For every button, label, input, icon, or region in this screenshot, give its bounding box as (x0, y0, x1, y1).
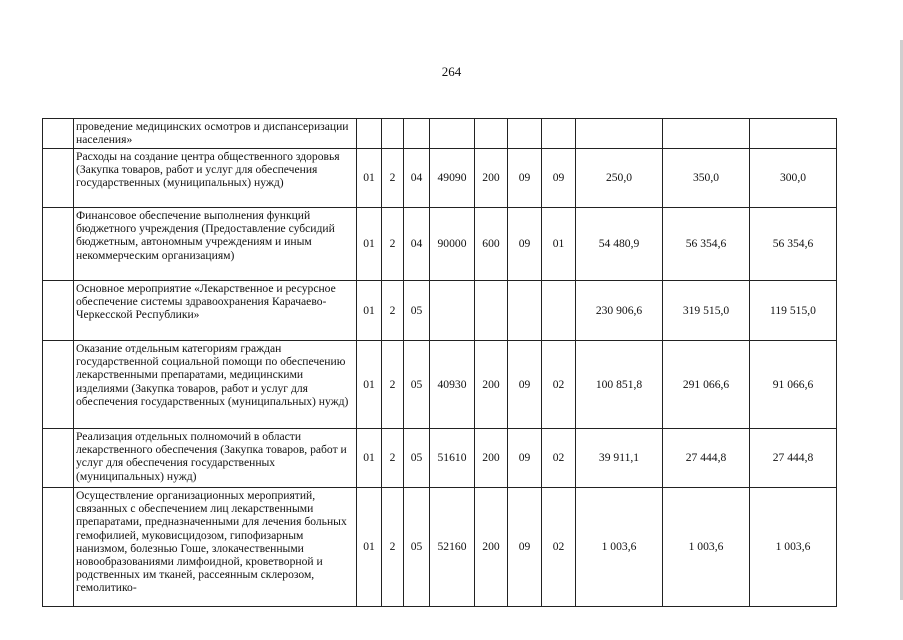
description-cell: Осуществление организационных мероприятий, связанных с обеспечением лиц лекарственными препаратами, предназначенными для лечения больных гемофилией, муковисцидозом, гипофизарным нанизмом, болезнью Гоше, злокачественными новообразованиями лимфоидной, кроветворной и родственных им тканей, рассеянным склерозом, гемолитико- (74, 488, 357, 607)
code-cell: 09 (508, 488, 542, 607)
amount-cell: 56 354,6 (750, 208, 837, 281)
code-cell: 51610 (430, 429, 475, 488)
code-cell: 600 (475, 208, 508, 281)
row-number-cell (43, 208, 74, 281)
code-cell: 09 (542, 149, 576, 208)
code-cell (542, 281, 576, 341)
amount-cell: 54 480,9 (576, 208, 663, 281)
code-cell: 09 (508, 341, 542, 429)
amount-cell: 300,0 (750, 149, 837, 208)
code-cell (404, 119, 430, 149)
code-cell: 02 (542, 488, 576, 607)
code-cell: 2 (382, 149, 404, 208)
code-cell: 01 (357, 429, 382, 488)
code-cell: 05 (404, 341, 430, 429)
code-cell: 02 (542, 341, 576, 429)
code-cell (475, 281, 508, 341)
code-cell: 09 (508, 429, 542, 488)
amount-cell: 56 354,6 (663, 208, 750, 281)
code-cell (508, 119, 542, 149)
description-cell: Финансовое обеспечение выполнения функций бюджетного учреждения (Предоставление субсидий бюджетным, автономным учреждениям и иным некоммерческим организациям) (74, 208, 357, 281)
code-cell: 90000 (430, 208, 475, 281)
amount-cell: 1 003,6 (576, 488, 663, 607)
table-row (43, 429, 837, 488)
code-cell (430, 281, 475, 341)
page-number: 264 (441, 64, 462, 79)
amount-cell: 250,0 (576, 149, 663, 208)
table-row (43, 208, 837, 281)
code-cell: 200 (475, 341, 508, 429)
description-cell: проведение медицинских осмотров и диспансеризации населения» (74, 119, 357, 149)
code-cell: 05 (404, 429, 430, 488)
table-row (43, 149, 837, 208)
budget-table (42, 118, 837, 607)
code-cell (508, 281, 542, 341)
code-cell: 01 (357, 341, 382, 429)
code-cell: 09 (508, 149, 542, 208)
code-cell (475, 119, 508, 149)
amount-cell: 27 444,8 (663, 429, 750, 488)
row-number-cell (43, 119, 74, 149)
code-cell: 09 (508, 208, 542, 281)
code-cell (542, 119, 576, 149)
code-cell: 01 (357, 149, 382, 208)
amount-cell: 100 851,8 (576, 341, 663, 429)
code-cell: 01 (357, 208, 382, 281)
row-number-cell (43, 281, 74, 341)
table-row (43, 281, 837, 341)
amount-cell (576, 119, 663, 149)
amount-cell: 91 066,6 (750, 341, 837, 429)
code-cell: 2 (382, 488, 404, 607)
amount-cell (663, 119, 750, 149)
description-cell: Оказание отдельным категориям граждан государственной социальной помощи по обеспечению лекарственными препаратами, медицинскими изделиями (Закупка товаров, работ и услуг для обеспечения государственных (муниципальных) нужд) (74, 341, 357, 429)
code-cell: 2 (382, 429, 404, 488)
table-row (43, 119, 837, 149)
code-cell (430, 119, 475, 149)
code-cell: 2 (382, 281, 404, 341)
description-cell: Основное мероприятие «Лекарственное и ресурсное обеспечение системы здравоохранения Карачаево-Черкесской Республики» (74, 281, 357, 341)
table-row (43, 488, 837, 607)
code-cell: 01 (542, 208, 576, 281)
code-cell: 04 (404, 208, 430, 281)
code-cell: 01 (357, 281, 382, 341)
code-cell: 200 (475, 149, 508, 208)
amount-cell: 230 906,6 (576, 281, 663, 341)
amount-cell: 39 911,1 (576, 429, 663, 488)
row-number-cell (43, 341, 74, 429)
code-cell: 200 (475, 488, 508, 607)
code-cell (382, 119, 404, 149)
row-number-cell (43, 488, 74, 607)
amount-cell (750, 119, 837, 149)
description-cell: Реализация отдельных полномочий в области лекарственного обеспечения (Закупка товаров, работ и услуг для обеспечения государственных (муниципальных) нужд) (74, 429, 357, 488)
amount-cell: 350,0 (663, 149, 750, 208)
code-cell: 2 (382, 208, 404, 281)
amount-cell: 1 003,6 (663, 488, 750, 607)
amount-cell: 291 066,6 (663, 341, 750, 429)
row-number-cell (43, 429, 74, 488)
code-cell: 05 (404, 281, 430, 341)
row-number-cell (43, 149, 74, 208)
amount-cell: 1 003,6 (750, 488, 837, 607)
code-cell: 01 (357, 488, 382, 607)
table-row (43, 341, 837, 429)
code-cell: 05 (404, 488, 430, 607)
code-cell: 49090 (430, 149, 475, 208)
code-cell: 40930 (430, 341, 475, 429)
code-cell: 04 (404, 149, 430, 208)
code-cell: 200 (475, 429, 508, 488)
description-cell: Расходы на создание центра общественного здоровья (Закупка товаров, работ и услуг для обеспечения государственных (муниципальных) нужд) (74, 149, 357, 208)
code-cell: 02 (542, 429, 576, 488)
code-cell (357, 119, 382, 149)
amount-cell: 319 515,0 (663, 281, 750, 341)
code-cell: 52160 (430, 488, 475, 607)
amount-cell: 119 515,0 (750, 281, 837, 341)
amount-cell: 27 444,8 (750, 429, 837, 488)
code-cell: 2 (382, 341, 404, 429)
